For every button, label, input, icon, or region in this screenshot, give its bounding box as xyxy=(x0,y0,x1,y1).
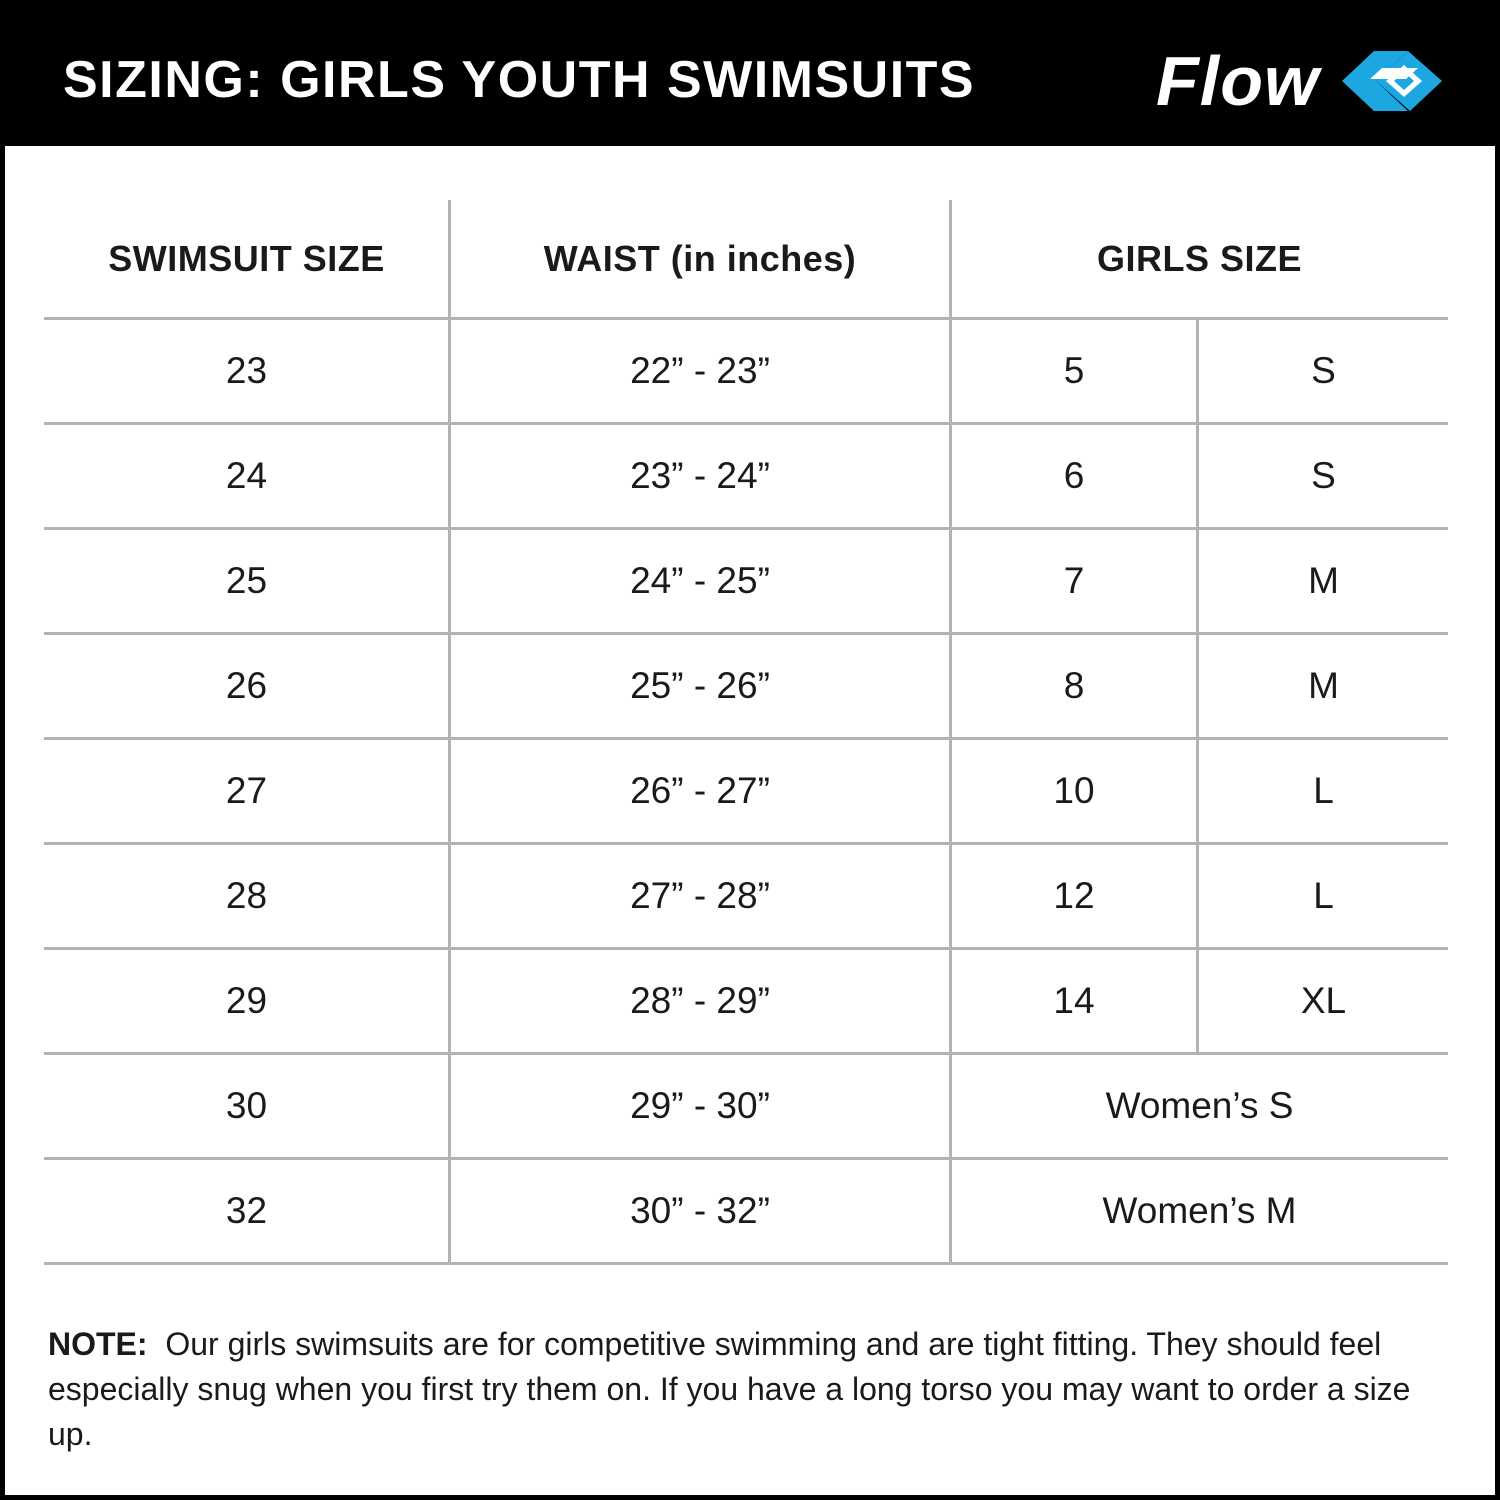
header-bar xyxy=(0,0,1500,146)
table-cell-swimsuit-size: 27 xyxy=(225,770,268,811)
note-paragraph xyxy=(48,1322,1456,1457)
table-cell-girls-number: 8 xyxy=(1063,665,1085,706)
table-cell-swimsuit-size: 29 xyxy=(225,980,268,1021)
column-divider xyxy=(1196,317,1199,1052)
table-cell-swimsuit-size: 28 xyxy=(225,875,268,916)
table-cell-girls-number: 6 xyxy=(1063,455,1085,496)
table-cell-waist: 30” - 32” xyxy=(630,1190,770,1231)
table-cell-girls-letter: L xyxy=(1313,875,1334,916)
table-cell-girls-letter: S xyxy=(1311,455,1336,496)
table-cell-girls-letter: S xyxy=(1311,350,1336,391)
table-cell-waist: 25” - 26” xyxy=(630,665,770,706)
col-header-girls-size: GIRLS SIZE xyxy=(1096,237,1303,279)
table-cell-waist: 26” - 27” xyxy=(630,770,770,811)
brand-name: Flow xyxy=(1156,42,1320,120)
size-chart-table xyxy=(44,200,1448,1262)
table-cell-girls-number: 5 xyxy=(1063,350,1085,391)
table-cell-waist: 28” - 29” xyxy=(630,980,770,1021)
table-cell-waist: 27” - 28” xyxy=(630,875,770,916)
table-cell-girls-letter: XL xyxy=(1300,980,1347,1021)
table-cell-swimsuit-size: 25 xyxy=(225,560,268,601)
table-cell-swimsuit-size: 30 xyxy=(225,1085,268,1126)
table-cell-girls-size: Women’s S xyxy=(1105,1085,1294,1126)
table-cell-girls-letter: M xyxy=(1308,665,1339,706)
col-header-swimsuit-size: SWIMSUIT SIZE xyxy=(108,237,385,279)
table-cell-waist: 29” - 30” xyxy=(630,1085,770,1126)
column-divider xyxy=(448,200,451,1265)
table-cell-girls-number: 7 xyxy=(1063,560,1085,601)
table-cell-girls-number: 14 xyxy=(1053,980,1095,1021)
table-divider xyxy=(44,1262,1448,1265)
table-cell-waist: 23” - 24” xyxy=(630,455,770,496)
table-cell-girls-number: 12 xyxy=(1053,875,1095,916)
page-title: SIZING: GIRLS YOUTH SWIMSUITS xyxy=(63,51,976,109)
table-cell-swimsuit-size: 23 xyxy=(225,350,268,391)
table-cell-girls-letter: L xyxy=(1313,770,1334,811)
table-cell-swimsuit-size: 24 xyxy=(225,455,268,496)
col-header-waist: WAIST (in inches) xyxy=(543,237,857,279)
column-divider xyxy=(949,200,952,1265)
brand-logo xyxy=(1152,40,1452,120)
table-cell-girls-letter: M xyxy=(1308,560,1339,601)
table-cell-swimsuit-size: 32 xyxy=(225,1190,268,1231)
table-cell-swimsuit-size: 26 xyxy=(225,665,268,706)
table-cell-girls-number: 10 xyxy=(1053,770,1095,811)
table-cell-waist: 22” - 23” xyxy=(630,350,770,391)
table-cell-girls-size: Women’s M xyxy=(1102,1190,1297,1231)
note-text: Our girls swimsuits are for competitive swimming and are tight fitting. They should feel especially snug when you first try them on. If you have a long torso you may want to order a size up. xyxy=(48,1326,1411,1452)
flow-logo-mark-icon xyxy=(1340,49,1444,113)
note-label: NOTE: xyxy=(48,1326,148,1362)
table-cell-waist: 24” - 25” xyxy=(630,560,770,601)
